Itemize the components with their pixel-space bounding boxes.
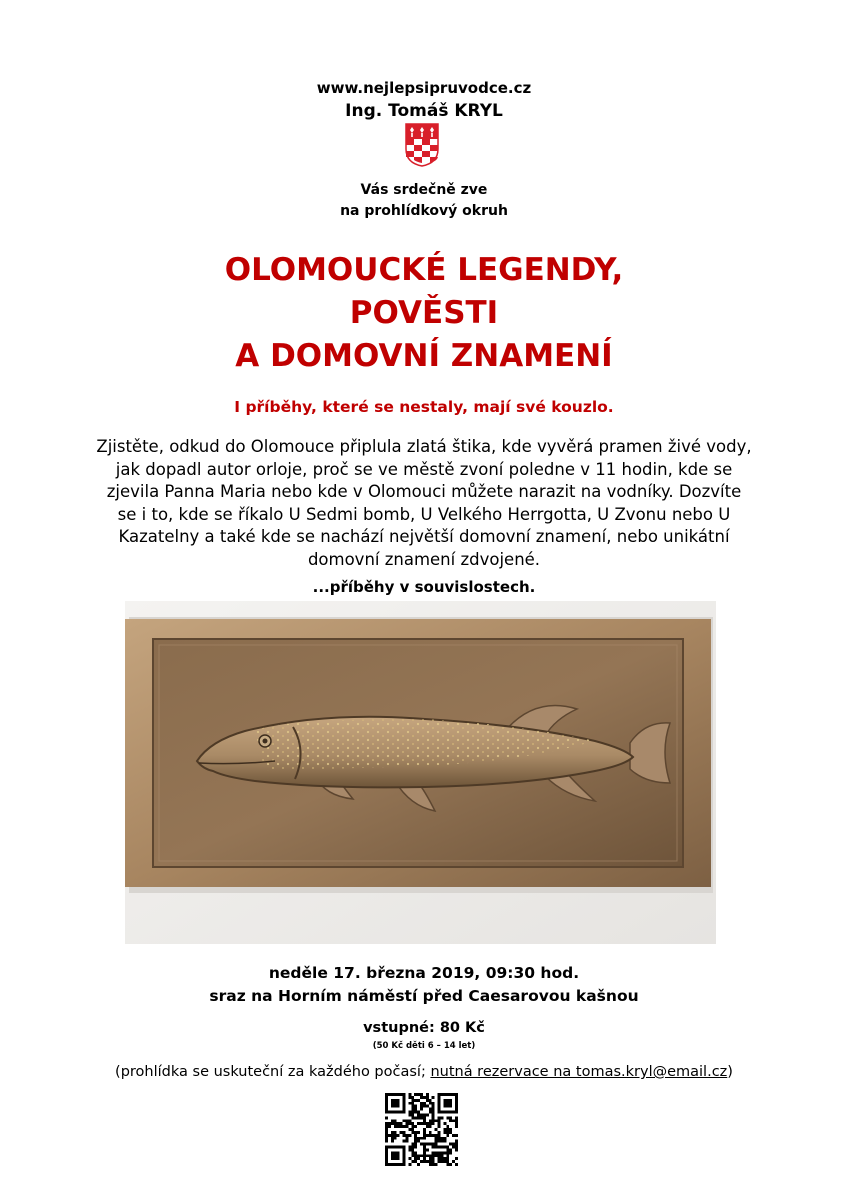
coat-of-arms-icon (405, 123, 439, 167)
title-line-3: A DOMOVNÍ ZNAMENÍ (235, 338, 613, 374)
title-line-2: POVĚSTI (349, 295, 499, 331)
motto: I příběhy, které se nestaly, mají své kouzlo. (234, 398, 614, 416)
author-name: Ing. Tomáš KRYL (345, 101, 503, 121)
tour-description: Zjistěte, odkud do Olomouce připlula zlatá štika, kde vyvěrá pramen živé vody, jak dopadl autor orloje, proč se ve městě zvoní poledne v 11 hodin, kde se zjevila Panna Maria nebo kde v Olomouci můžete narazit na vodníky. Dozvíte se i to, kde se říkalo U Sedmi bomb, U Velkého Herrgotta, U Zvonu nebo U Kazatelny a také kde se nachází největší domovní znamení, nebo unikátní domovní znamení zdvojené. (96, 437, 752, 569)
reservation-link[interactable]: nutná rezervace na tomas.kryl@email.cz (430, 1064, 728, 1080)
qr-code-icon (385, 1093, 458, 1166)
golden-pike-house-sign-image (125, 601, 716, 944)
title-line-1: OLOMOUCKÉ LEGENDY, (224, 252, 624, 288)
stories-tagline: ...příběhy v souvislostech. (312, 578, 536, 596)
event-date: neděle 17. března 2019, 09:30 hod. (268, 964, 580, 982)
note-prefix: (prohlídka se uskuteční za každého počasí; (115, 1064, 431, 1080)
website-url: www.nejlepsipruvodce.cz (316, 79, 532, 97)
meeting-point: sraz na Horním náměstí před Caesarovou kašnou (209, 987, 639, 1005)
invitation-line-2: na prohlídkový okruh (340, 203, 508, 219)
child-discount: (50 Kč děti 6 – 14 let) (372, 1041, 476, 1051)
tour-note (0, 1064, 848, 1080)
admission-fee: vstupné: 80 Kč (363, 1020, 485, 1036)
note-suffix: ) (727, 1064, 733, 1080)
invitation-line-1: Vás srdečně zve (360, 182, 488, 198)
